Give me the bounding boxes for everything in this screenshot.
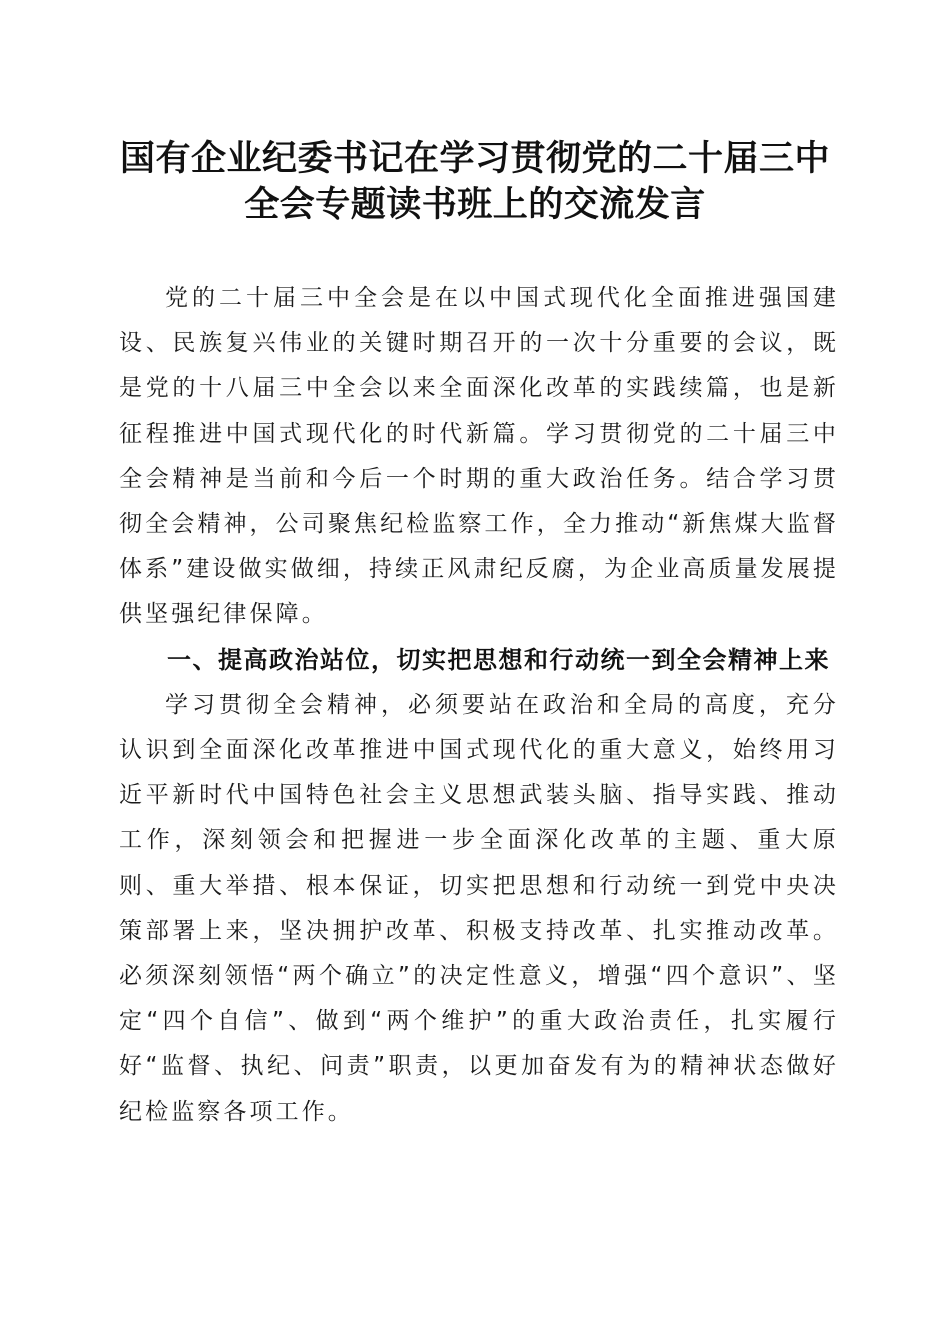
document-title — [100, 136, 850, 228]
section-1-paragraph: 学习贯彻全会精神，必须要站在政治和全局的高度，充分认识到全面深化改革推进中国式现代化的重大意义，始终用习近平新时代中国特色社会主义思想武装头脑、指导实践、推动工作，深刻领会和把握进一步全面深化改革的主题、重大原则、重大举措、根本保证，切实把思想和行动统一到党中央决策部署上来，坚决拥护改革、积极支持改革、扎实推动改革。必须深刻领悟“两个确立”的决定性意义，增强“四个意识”、坚定“四个自信”、做到“两个维护”的重大政治责任，扎实履行好“监督、执纪、问责”职责，以更加奋发有为的精神状态做好纪检监察各项工作。 — [119, 691, 839, 1125]
title-line-1: 国有企业纪委书记在学习贯彻党的二十届三中 — [119, 138, 830, 179]
document-body — [119, 276, 839, 1135]
intro-paragraph: 党的二十届三中全会是在以中国式现代化全面推进强国建设、民族复兴伟业的关键时期召开的一次十分重要的会议，既是党的十八届三中全会以来全面深化改革的实践续篇，也是新征程推进中国式现代化的时代新篇。学习贯彻党的二十届三中全会精神是当前和今后一个时期的重大政治任务。结合学习贯彻全会精神，公司聚焦纪检监察工作，全力推动“新焦煤大监督体系”建设做实做细，持续正风肃纪反腐，为企业高质量发展提供坚强纪律保障。 — [119, 285, 839, 628]
title-line-2: 全会专题读书班上的交流发言 — [244, 184, 706, 225]
section-heading-1: 一、提高政治站位，切实把思想和行动统一到全会精神上来 — [167, 645, 830, 674]
